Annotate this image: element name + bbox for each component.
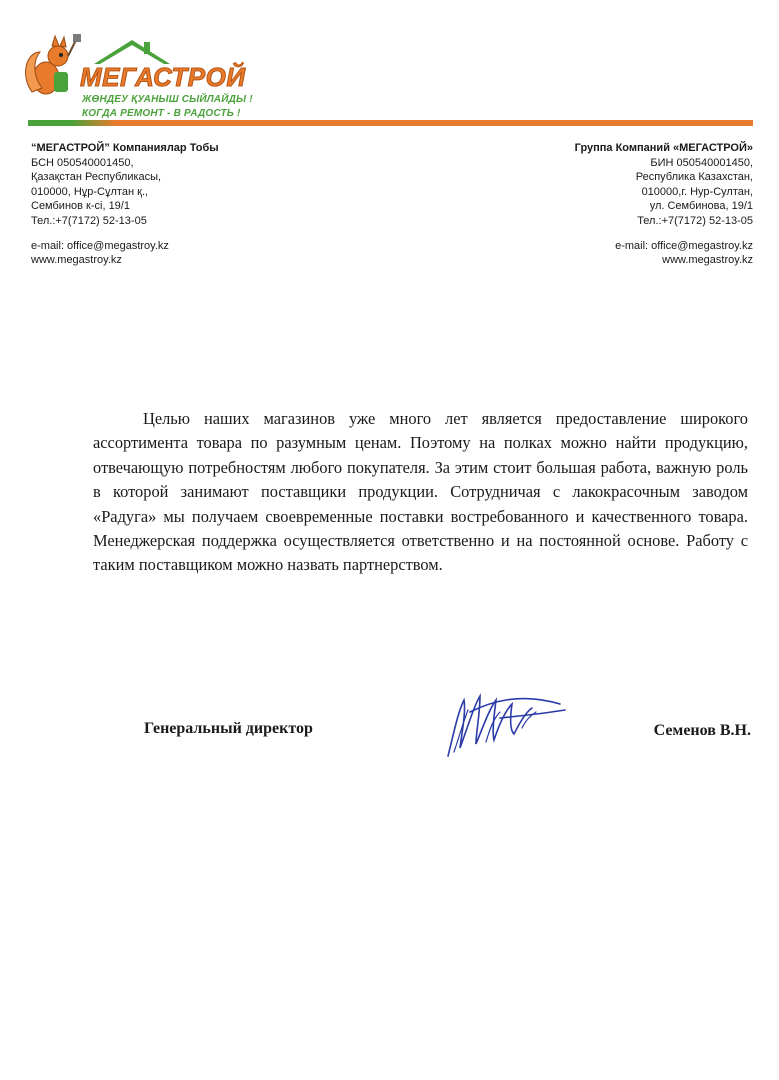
email-line: e-mail: office@megastroy.kz	[31, 239, 169, 252]
tagline-kz: ЖӨНДЕУ ҚУАНЫШ СЫЙЛАЙДЫ !	[82, 94, 253, 105]
address-line: Сембинов к-сі, 19/1	[31, 200, 130, 213]
address-block-ru	[575, 141, 753, 268]
header-divider	[28, 120, 753, 126]
company-title-kz: “МЕГАСТРОЙ” Компаниялар Тобы	[31, 142, 219, 154]
phone-line: Тел.:+7(7172) 52-13-05	[31, 214, 147, 227]
address-line: 010000,г. Нур-Султан,	[641, 185, 753, 198]
brand-name: МЕГАСТРОЙ	[80, 62, 246, 92]
address-line: Қазақстан Республикасы,	[31, 171, 162, 184]
signatory-name: Семенов В.Н.	[653, 722, 751, 739]
signatory-role: Генеральный директор	[144, 720, 313, 737]
address-block-kz	[31, 141, 219, 268]
roof-icon	[94, 40, 170, 64]
address-line: 010000, Нұр-Сұлтан қ.,	[31, 185, 148, 198]
company-title-ru: Группа Компаний «МЕГАСТРОЙ»	[574, 142, 753, 154]
website-line: www.megastroy.kz	[662, 254, 753, 267]
handwritten-signature	[440, 682, 570, 762]
address-line: БСН 050540001450,	[31, 156, 134, 169]
phone-line: Тел.:+7(7172) 52-13-05	[637, 214, 753, 227]
address-line: ул. Сембинова, 19/1	[649, 200, 753, 213]
address-line: БИН 050540001450,	[650, 156, 753, 169]
email-line: e-mail: office@megastroy.kz	[615, 239, 753, 252]
website-line: www.megastroy.kz	[31, 254, 122, 267]
tagline-ru: КОГДА РЕМОНТ - В РАДОСТЬ !	[82, 108, 241, 119]
company-logo	[24, 32, 284, 132]
letter-body: Целью наших магазинов уже много лет является предоставление широкого ассортимента товара по разумным ценам. Поэтому на полках можно найти продукцию, отвечающую потребностям любого покупателя. За этим стоит большая работа, важную роль в которой занимают поставщики продукции. Сотрудничая с лакокрасочным заводом «Радуга» мы получаем своевременные поставки востребованного и качественного товара. Менеджерская поддержка осуществляется ответственно и на постоянной основе. Работу с таким поставщиком можно назвать партнерством.	[93, 409, 748, 575]
address-line: Республика Казахстан,	[635, 171, 753, 184]
